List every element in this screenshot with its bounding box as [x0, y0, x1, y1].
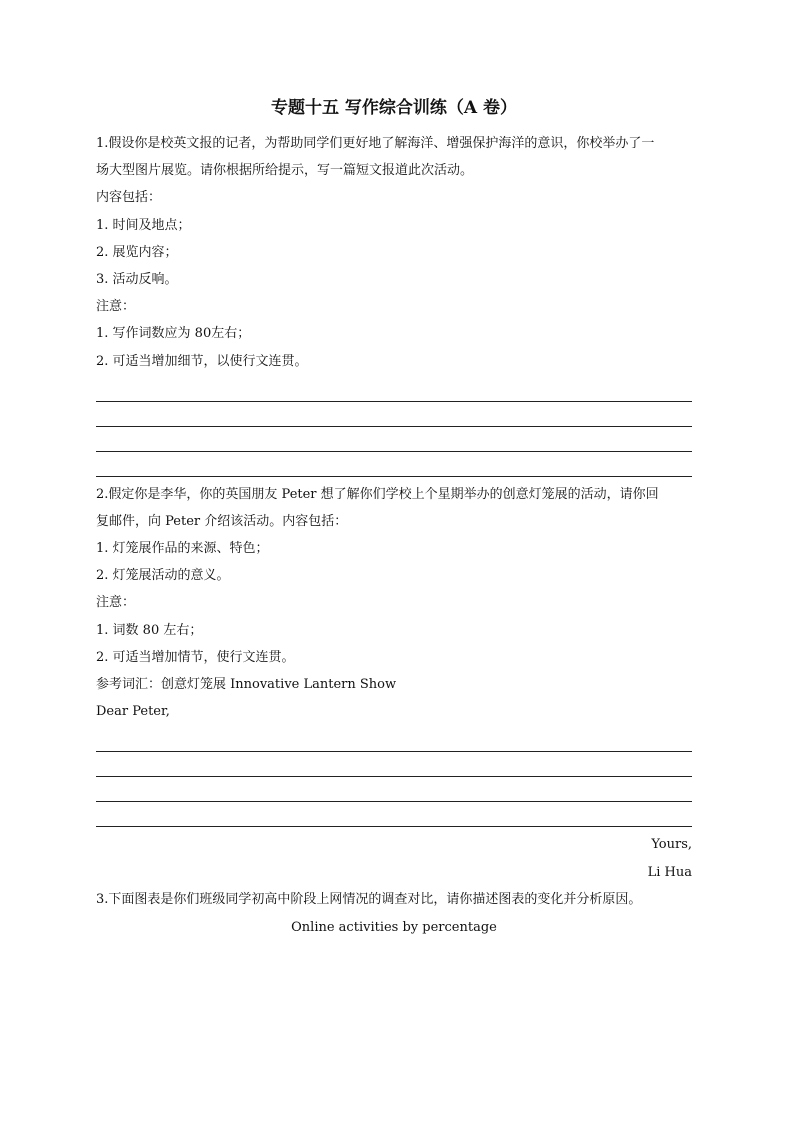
q2-answer-area[interactable]	[96, 727, 692, 827]
q2-line: 1. 词数 80 左右；	[96, 622, 203, 638]
answer-line	[96, 752, 692, 777]
q2-line: 1. 灯笼展作品的来源、特色；	[96, 541, 269, 557]
answer-line	[96, 802, 692, 827]
q1-line: 1.假设你是校英文报的记者，为帮助同学们更好地了解海洋、增强保护海洋的意识，你校举办了一	[96, 136, 655, 151]
q2-line: 注意：	[96, 595, 136, 611]
q3-prompt: 3.下面图表是你们班级同学初高中阶段上网情况的调查对比，请你描述图表的变化并分析原因。	[96, 891, 642, 907]
q1-line: 2. 展览内容；	[96, 244, 178, 260]
letter-greeting: Dear Peter,	[96, 704, 170, 720]
chart-title: Online activities by percentage	[291, 919, 497, 935]
q1-line: 注意：	[96, 299, 136, 315]
worksheet-page	[96, 96, 692, 941]
question-3	[96, 886, 692, 941]
q1-line: 3. 活动反响。	[96, 271, 178, 287]
letter-closing: Yours,	[651, 837, 692, 853]
q1-line: 场大型图片展览。请你根据所给提示，写一篇短文报道此次活动。	[96, 163, 474, 179]
question-1	[96, 130, 692, 477]
q1-line: 1. 写作词数应为 80左右；	[96, 326, 251, 342]
page-title: 专题十五 写作综合训练（A 卷）	[270, 98, 518, 118]
question-2	[96, 481, 692, 886]
answer-line	[96, 402, 692, 427]
q1-line: 内容包括：	[96, 190, 162, 206]
answer-line	[96, 377, 692, 402]
q2-line: 参考词汇：创意灯笼展 Innovative Lantern Show	[96, 677, 397, 692]
q1-line: 1. 时间及地点；	[96, 217, 191, 233]
letter-signature: Li Hua	[647, 864, 692, 880]
q1-line: 2. 可适当增加细节，以使行文连贯。	[96, 353, 308, 369]
answer-line	[96, 427, 692, 452]
q2-line: 2. 灯笼展活动的意义。	[96, 568, 230, 584]
q2-line: 复邮件，向 Peter 介绍该活动。内容包括：	[96, 513, 348, 529]
answer-line	[96, 452, 692, 477]
answer-line	[96, 777, 692, 802]
q2-line: 2.假定你是李华，你的英国朋友 Peter 想了解你们学校上个星期举办的创意灯笼展的活动，请你回	[96, 486, 659, 502]
q2-line: 2. 可适当增加情节，使行文连贯。	[96, 649, 295, 665]
q1-answer-area[interactable]	[96, 377, 692, 477]
answer-line	[96, 727, 692, 752]
